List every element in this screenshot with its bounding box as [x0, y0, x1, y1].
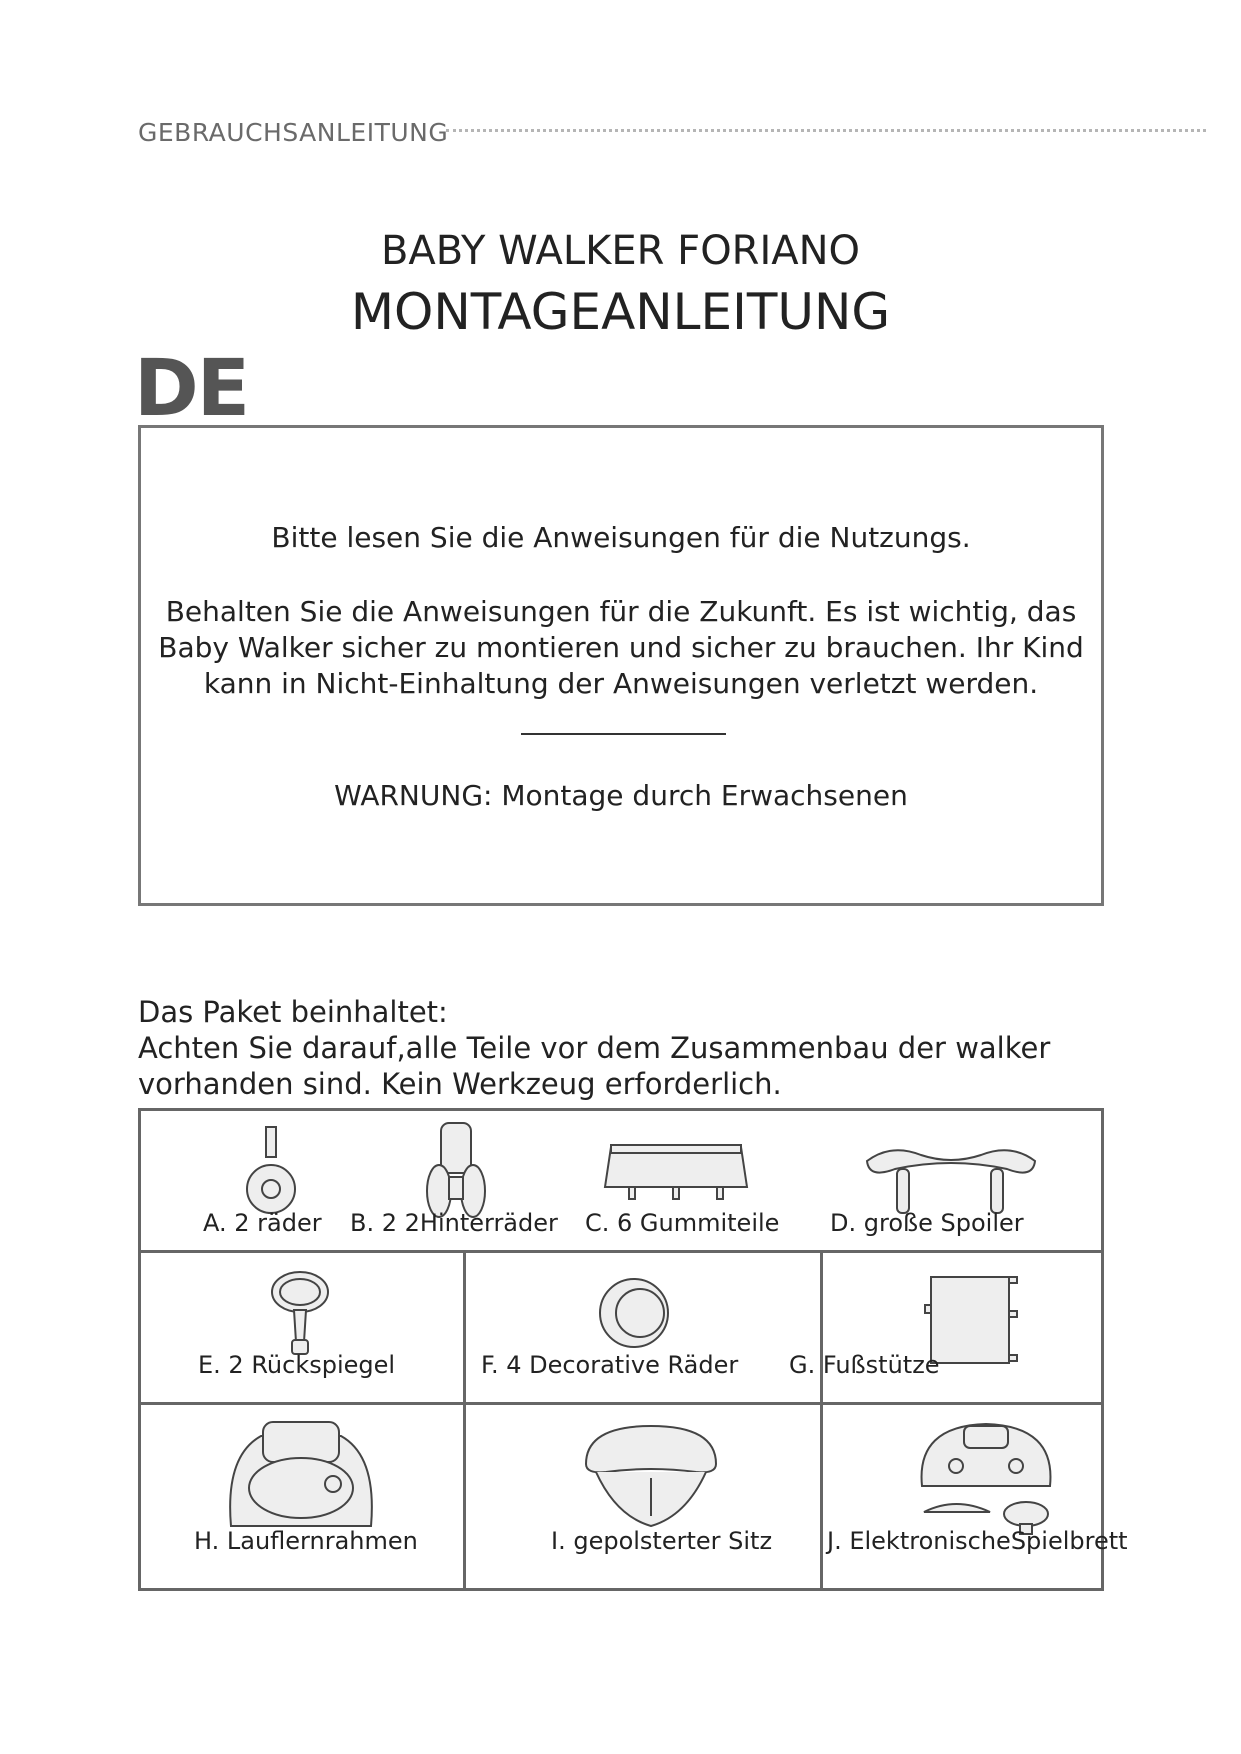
product-title: BABY WALKER FORIANO	[380, 228, 861, 274]
part-label: C. 6 Gummiteile	[585, 1209, 780, 1237]
rear-wheel-icon	[421, 1119, 491, 1223]
header-label: GEBRAUCHSANLEITUNG	[138, 118, 449, 147]
warning-body-line: Behalten Sie die Anweisungen für die Zukunft. Es ist wichtig, das	[165, 595, 1077, 628]
grid-line	[141, 1250, 1101, 1253]
package-contents-intro	[138, 994, 1050, 1102]
package-line: vorhanden sind. Kein Werkzeug erforderlich.	[138, 1067, 782, 1101]
part-label: J. ElektronischeSpielbrett	[827, 1527, 1128, 1555]
part-label: B. 2 2Hinterräder	[350, 1209, 558, 1237]
warning-body-line: kann in Nicht-Einhaltung der Anweisungen verletzt werden.	[203, 667, 1039, 700]
grid-line	[463, 1250, 466, 1588]
part-label: E. 2 Rückspiegel	[198, 1351, 396, 1379]
grid-line	[141, 1402, 1101, 1405]
header-dotted-rule	[446, 129, 1206, 132]
warning-intro: Bitte lesen Sie die Anweisungen für die Nutzungs.	[271, 521, 971, 554]
warning-body-line: Baby Walker sicher zu montieren und sicher zu brauchen. Ihr Kind	[158, 631, 1084, 664]
padded-seat-icon	[576, 1416, 726, 1536]
parts-grid	[138, 1108, 1128, 1591]
part-label: F. 4 Decorative Räder	[481, 1351, 739, 1379]
warning-box	[138, 425, 1104, 906]
package-line: Achten Sie darauf,alle Teile vor dem Zusammenbau der walker	[138, 1031, 1051, 1065]
warning-adult-assembly: WARNUNG: Montage durch Erwachsenen	[334, 779, 908, 812]
document-title: MONTAGEANLEITUNG	[350, 283, 891, 341]
grid-line	[820, 1250, 823, 1588]
language-code: DE	[134, 344, 249, 434]
part-label: G. Fußstütze	[789, 1351, 940, 1379]
package-heading: Das Paket beinhaltet:	[138, 995, 448, 1029]
part-label: H. Lauflernrahmen	[194, 1527, 418, 1555]
divider	[521, 733, 726, 735]
part-label: D. große Spoiler	[830, 1209, 1024, 1237]
caster-wheel-icon	[236, 1123, 306, 1223]
mirror-icon	[266, 1266, 336, 1361]
walker-frame-icon	[221, 1416, 381, 1536]
part-label: A. 2 räder	[203, 1209, 322, 1237]
part-label: I. gepolsterter Sitz	[551, 1527, 773, 1555]
spoiler-icon	[861, 1139, 1041, 1219]
decorative-wheel-icon	[596, 1271, 676, 1356]
rubber-parts-icon	[601, 1137, 751, 1207]
